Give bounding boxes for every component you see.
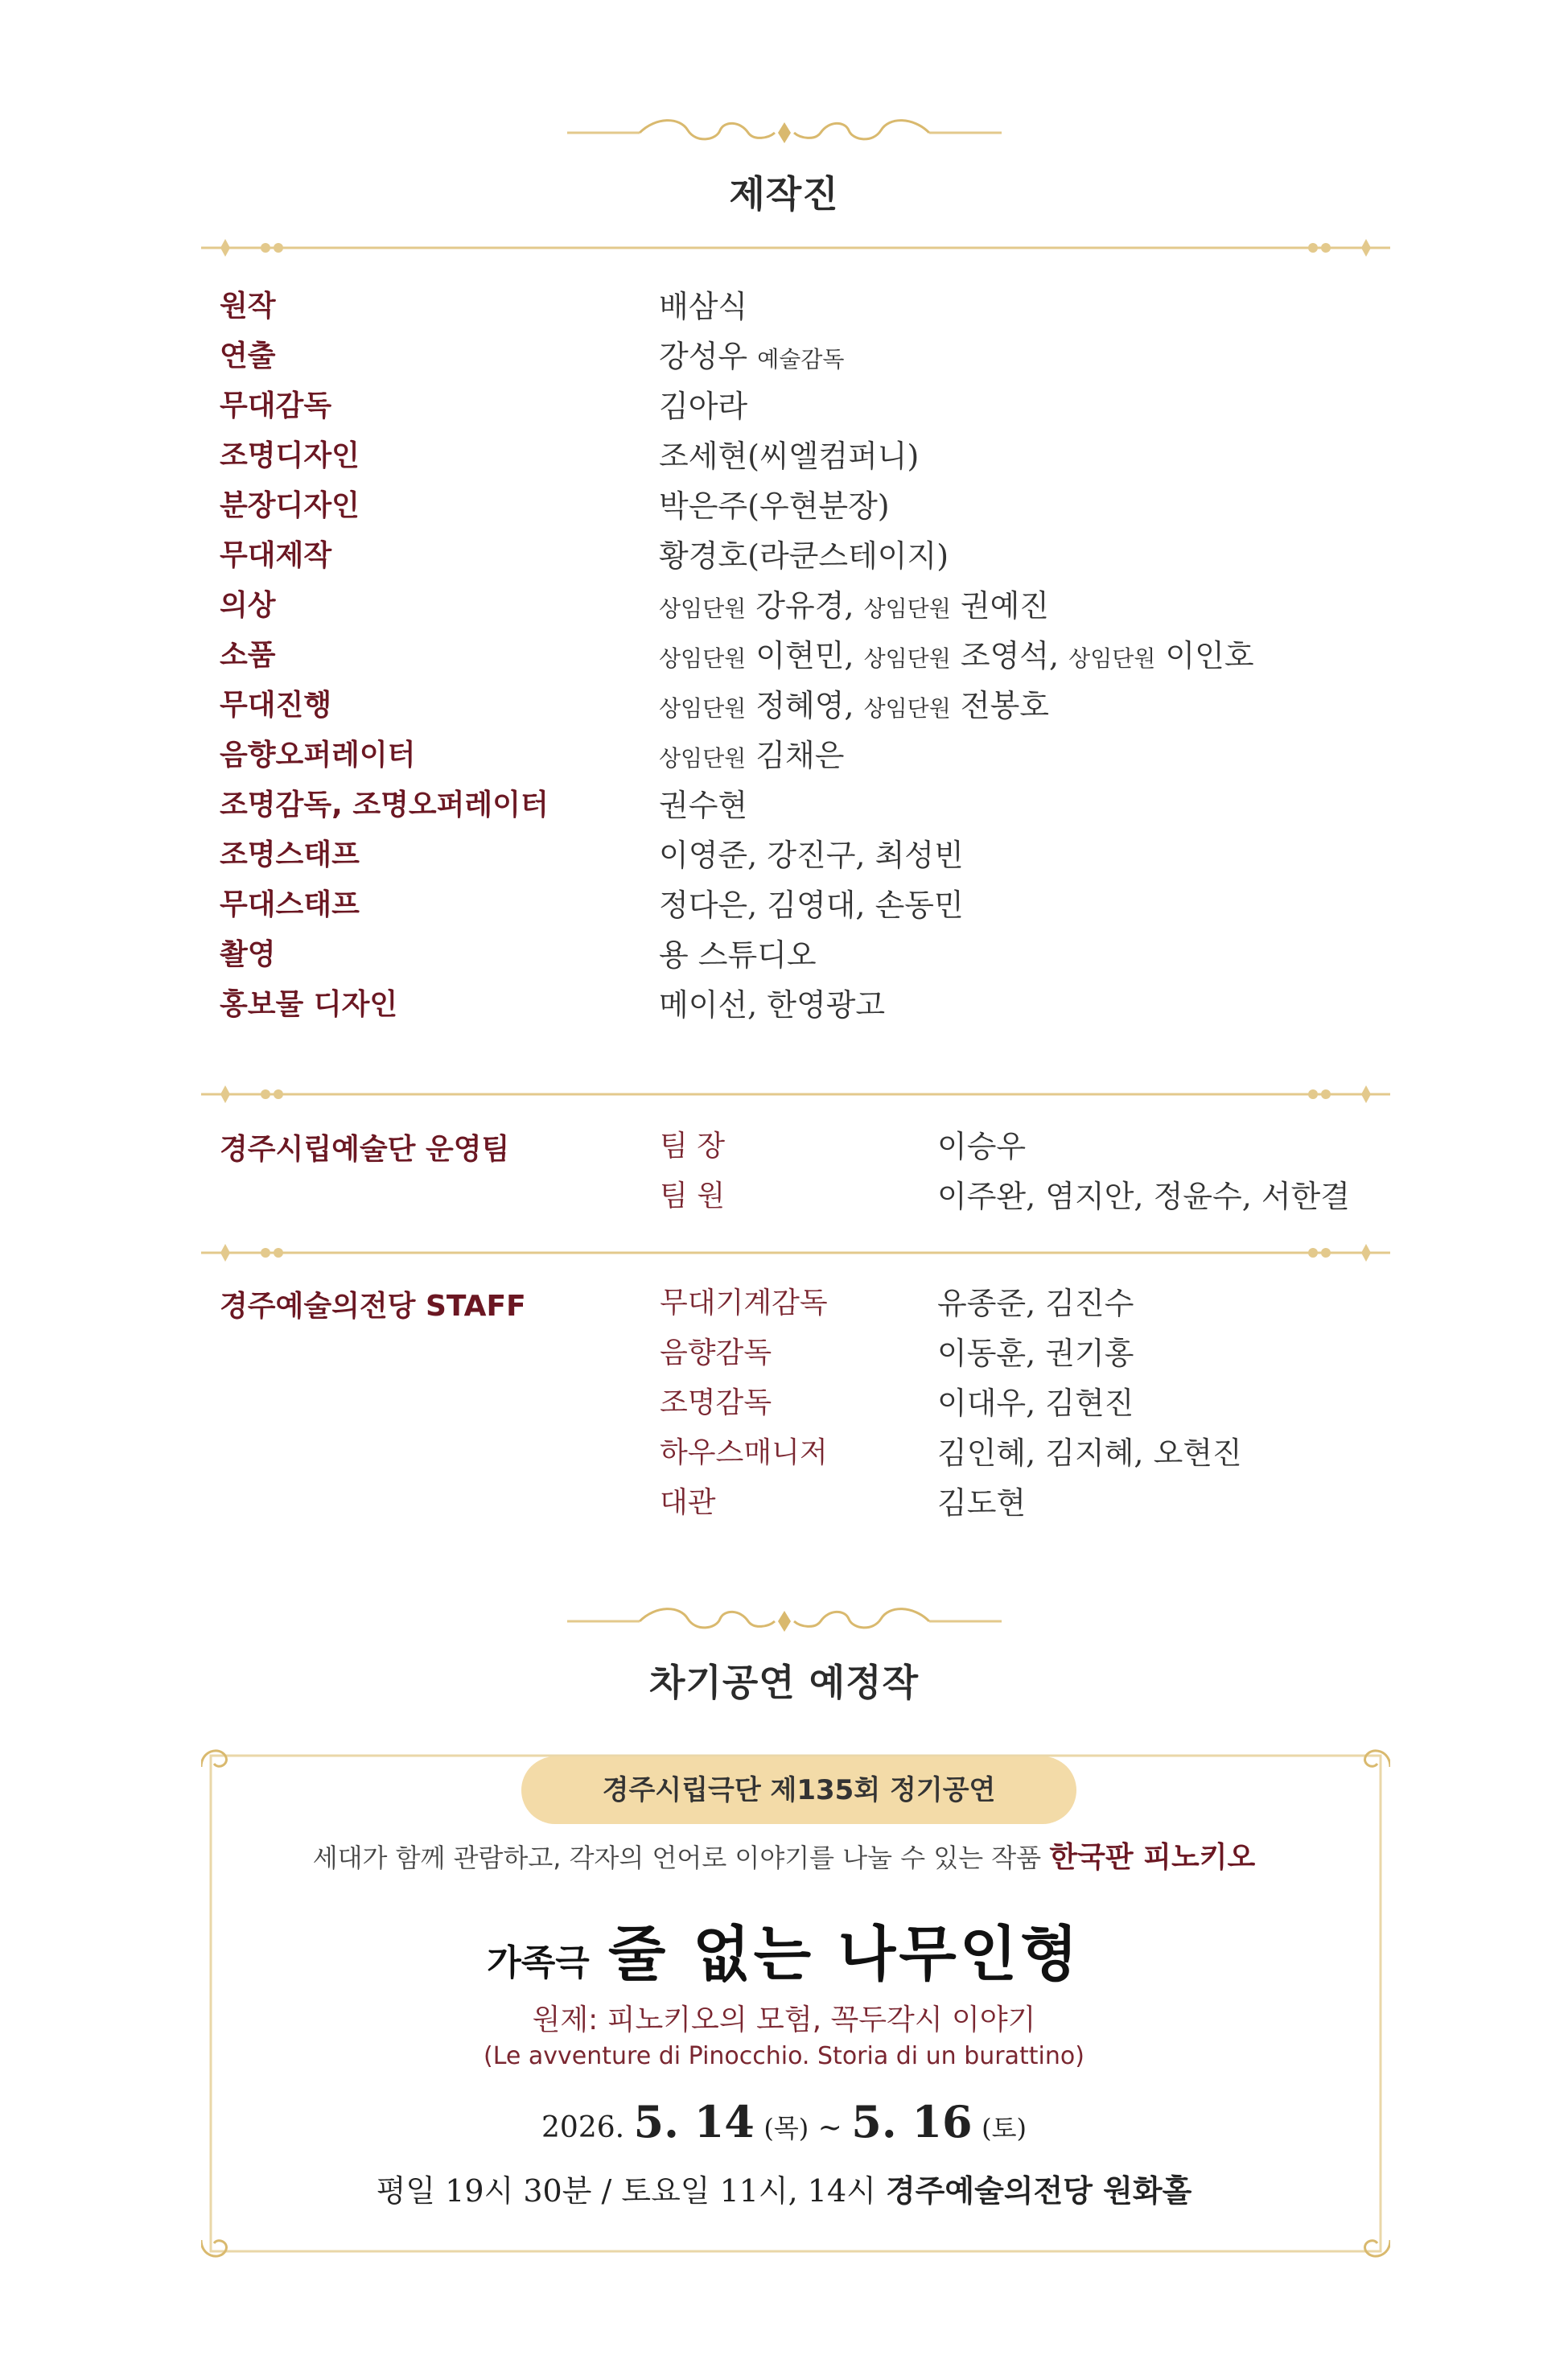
staff-role: 하우스매니저	[660, 1436, 828, 1469]
member-name: 이인호	[1155, 638, 1254, 673]
credit-row	[220, 631, 1386, 681]
member-title: 상임단원	[1068, 645, 1156, 672]
staff-names: 김인혜, 김지혜, 오현진	[937, 1435, 1242, 1471]
credit-row	[220, 830, 1386, 880]
staff-names: 이주완, 염지안, 정윤수, 서한결	[937, 1179, 1350, 1214]
tagline-highlight: 한국판 피노키오	[1049, 1841, 1256, 1874]
staff-names: 유종준, 김진수	[937, 1286, 1134, 1321]
staff-names: 이대우, 김현진	[937, 1386, 1134, 1421]
member-name: 김아라	[659, 389, 748, 424]
member-name: 조영석,	[950, 638, 1069, 673]
staff-row	[660, 1122, 1384, 1172]
member-name: 정다은, 김영대, 손동민	[659, 887, 964, 923]
credit-row	[220, 980, 1386, 1030]
member-note: 예술감독	[757, 346, 845, 373]
credit-row	[220, 381, 1386, 431]
member-name: 김채은	[746, 738, 845, 773]
staff-row	[660, 1279, 1384, 1328]
credit-role: 분장디자인	[220, 489, 360, 522]
play-title: 줄 없는 나무인형	[607, 1920, 1081, 1989]
date-start-day: (목)	[763, 2113, 809, 2143]
member-name: 박은주(우현분장)	[659, 488, 890, 524]
date-end-day: (토)	[982, 2113, 1027, 2143]
credit-name	[659, 980, 885, 1030]
member-name: 황경호(라쿤스테이지)	[659, 538, 949, 574]
tagline	[0, 1835, 1568, 1876]
credit-role: 무대진행	[220, 689, 332, 722]
staff-role: 조명감독	[660, 1386, 772, 1419]
ornament-flourish-top	[567, 113, 1002, 153]
credit-name	[659, 731, 844, 784]
credit-name	[659, 381, 747, 431]
staff-names: 이동훈, 권기홍	[937, 1336, 1134, 1371]
staff-row	[660, 1428, 1384, 1478]
member-title: 상임단원	[863, 695, 951, 722]
credit-role: 의상	[220, 589, 276, 622]
next-show-title: 차기공연 예정작	[648, 1661, 920, 1704]
credit-row	[220, 780, 1386, 830]
play-genre: 가족극	[487, 1942, 590, 1983]
staff-role: 무대기계감독	[660, 1287, 828, 1320]
tagline-text: 세대가 함께 관람하고, 각자의 언어로 이야기를 나눌 수 있는 작품	[312, 1843, 1042, 1873]
divider-line	[201, 236, 1390, 260]
credit-row	[220, 681, 1386, 731]
performance-badge: 경주시립극단 제135회 정기공연	[521, 1756, 1076, 1824]
credit-role: 무대감독	[220, 389, 332, 422]
original-subtitle: (Le avventure di Pinocchio. Storia di un burattino)	[484, 2042, 1084, 2070]
member-title: 상임단원	[659, 745, 747, 772]
member-name: 강성우	[659, 339, 748, 374]
staff-row	[660, 1328, 1384, 1378]
credit-name	[659, 780, 747, 830]
credit-name	[659, 431, 919, 481]
credit-row	[220, 731, 1386, 780]
date-start: 5. 14	[633, 2096, 755, 2147]
member-name: 메이선, 한영광고	[659, 987, 886, 1023]
credit-name	[659, 331, 844, 385]
date-end: 5. 16	[851, 2096, 973, 2147]
credit-name	[659, 282, 747, 331]
member-name: 권예진	[950, 588, 1049, 624]
member-title: 상임단원	[659, 645, 747, 672]
credit-name	[659, 481, 890, 531]
credit-name	[659, 830, 964, 880]
staff-names: 김도현	[937, 1485, 1027, 1521]
date-year: 2026.	[541, 2111, 625, 2144]
credit-row	[220, 431, 1386, 481]
ornament-flourish-middle	[567, 1601, 1002, 1641]
credit-name	[659, 631, 1254, 684]
credit-role: 음향오퍼레이터	[220, 739, 416, 772]
staff-role: 음향감독	[660, 1336, 772, 1369]
credit-name	[659, 681, 1049, 734]
credit-name	[659, 930, 817, 980]
ops-team-heading: 경주시립예술단 운영팀	[220, 1133, 510, 1166]
credit-name	[659, 581, 1049, 634]
staff-names: 이승우	[937, 1129, 1027, 1164]
credit-role: 홍보물 디자인	[220, 988, 398, 1021]
credit-name	[659, 880, 964, 930]
divider-line	[201, 1241, 1390, 1265]
staff-row	[660, 1478, 1384, 1528]
staff-row	[660, 1378, 1384, 1428]
member-name: 이현민,	[746, 638, 864, 673]
member-title: 상임단원	[659, 595, 747, 622]
original-title: 원제: 피노키오의 모험, 꼭두각시 이야기	[532, 2003, 1036, 2036]
staff-role: 대관	[660, 1486, 716, 1519]
performance-dates	[0, 2096, 1568, 2147]
production-staff-title: 제작진	[729, 172, 839, 216]
credit-role: 연출	[220, 340, 276, 373]
credit-role: 촬영	[220, 938, 276, 971]
member-title: 상임단원	[659, 695, 747, 722]
member-name: 이영준, 강진구, 최성빈	[659, 838, 964, 873]
hall-staff-heading: 경주예술의전당 STAFF	[220, 1290, 526, 1323]
schedule-times: 평일 19시 30분 / 토요일 11시, 14시	[376, 2173, 876, 2209]
member-name: 용 스튜디오	[659, 937, 817, 973]
credit-row	[220, 581, 1386, 631]
credit-row	[220, 880, 1386, 930]
staff-role: 팀 원	[660, 1180, 725, 1213]
venue-name: 경주예술의전당 원화홀	[885, 2172, 1192, 2209]
play-title-block	[0, 1907, 1568, 1992]
performance-schedule	[0, 2166, 1568, 2210]
staff-role: 팀 장	[660, 1130, 725, 1163]
credit-name	[659, 531, 949, 581]
credit-row	[220, 481, 1386, 531]
member-name: 조세현(씨엘컴퍼니)	[659, 439, 920, 474]
credit-row	[220, 331, 1386, 381]
credit-role: 무대제작	[220, 539, 332, 572]
credit-role: 조명감독, 조명오퍼레이터	[220, 789, 549, 822]
credit-role: 조명디자인	[220, 439, 360, 472]
credit-row	[220, 282, 1386, 331]
member-title: 상임단원	[863, 645, 951, 672]
member-name: 권수현	[659, 788, 748, 823]
credit-role: 무대스태프	[220, 888, 360, 921]
member-name: 정혜영,	[746, 688, 864, 723]
member-title: 상임단원	[863, 595, 951, 622]
staff-row	[660, 1172, 1384, 1221]
member-name: 강유경,	[746, 588, 864, 624]
credit-role: 조명스태프	[220, 838, 360, 871]
credit-role: 소품	[220, 639, 276, 672]
member-name: 전봉호	[950, 688, 1049, 723]
credit-row	[220, 531, 1386, 581]
date-separator: ~	[817, 2111, 842, 2144]
credit-role: 원작	[220, 290, 276, 323]
credit-row	[220, 930, 1386, 980]
member-name: 배삼식	[659, 289, 748, 324]
divider-line	[201, 1082, 1390, 1106]
